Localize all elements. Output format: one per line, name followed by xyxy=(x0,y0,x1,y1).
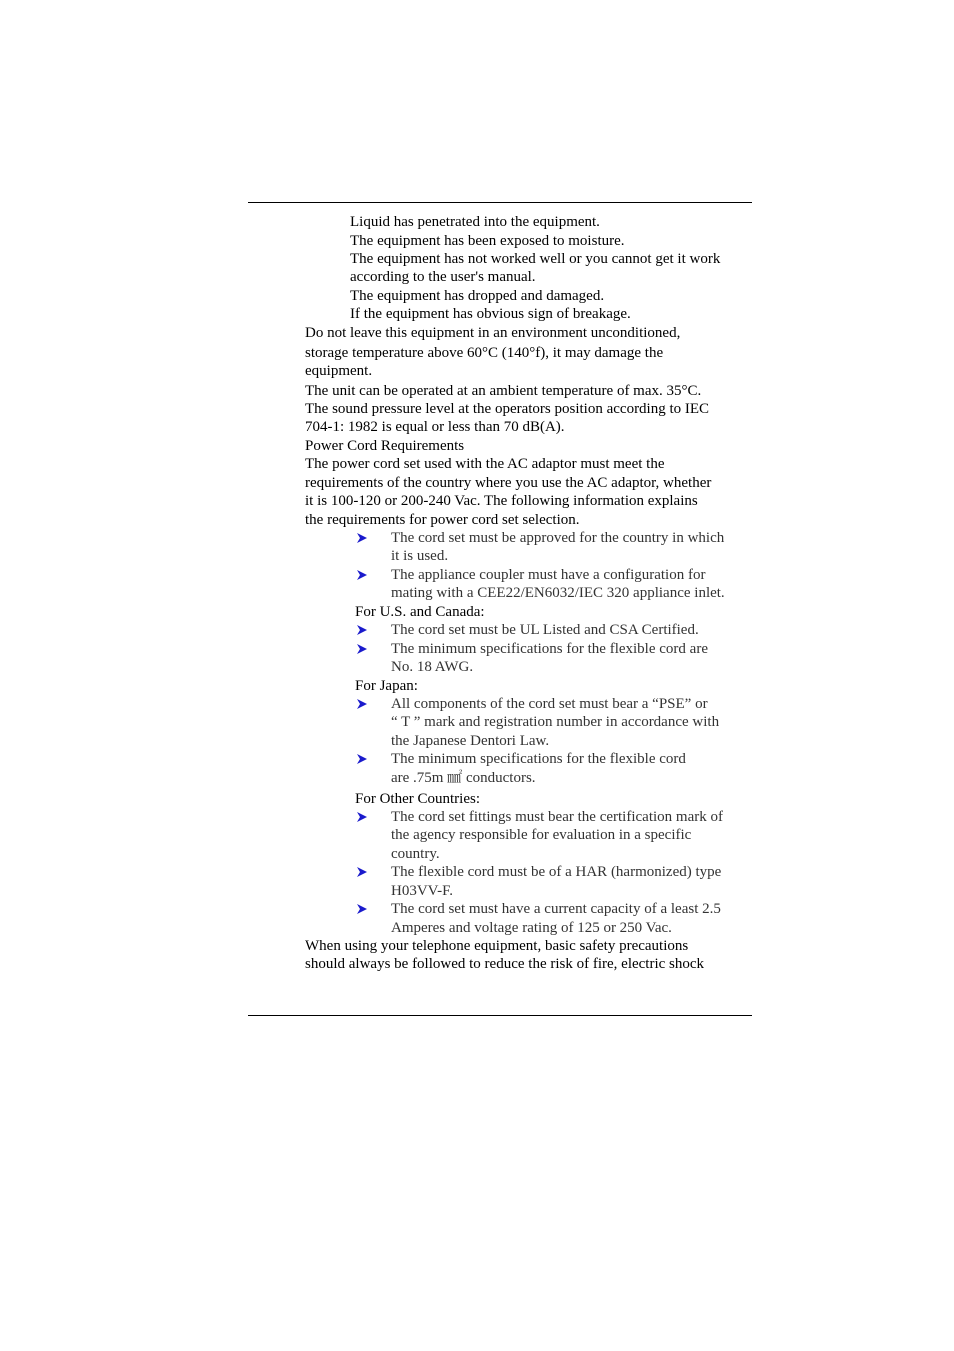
arrow-bullet-icon xyxy=(355,697,369,711)
text-line: it is 100-120 or 200-240 Vac. The following information explains xyxy=(305,493,698,509)
text-line: The unit can be operated at an ambient temperature of max. 35°C. xyxy=(305,383,702,399)
text-line: according to the user's manual. xyxy=(350,269,536,285)
bullet-text: the Japanese Dentori Law. xyxy=(391,733,550,749)
bullet-text: The cord set fittings must bear the certification mark of xyxy=(391,809,723,825)
bullet-text: No. 18 AWG. xyxy=(391,659,474,675)
bullet-text: country. xyxy=(391,846,440,862)
text-line: 704-1: 1982 is equal or less than 70 dB(A). xyxy=(305,419,565,435)
text-line: requirements of the country where you use the AC adaptor, whether xyxy=(305,475,712,491)
arrow-bullet-icon xyxy=(355,531,369,545)
text-line: The equipment has been exposed to moisture. xyxy=(350,233,625,249)
bullet-text: the agency responsible for evaluation in a specific xyxy=(391,827,692,843)
bullet-text: The minimum specifications for the flexible cord xyxy=(391,751,686,767)
bullet-text: mating with a CEE22/EN6032/IEC 320 appliance inlet. xyxy=(391,585,725,601)
text-line: The power cord set used with the AC adaptor must meet the xyxy=(305,456,665,472)
arrow-bullet-icon xyxy=(355,642,369,656)
bullet-text: “ T ” mark and registration number in accordance with xyxy=(391,714,720,730)
text-line: equipment. xyxy=(305,363,373,379)
text-line: the requirements for power cord set selection. xyxy=(305,512,580,528)
arrow-bullet-icon xyxy=(355,865,369,879)
bullet-text: The cord set must be approved for the country in which xyxy=(391,530,725,546)
text-line: Liquid has penetrated into the equipment. xyxy=(350,214,600,230)
arrow-bullet-icon xyxy=(355,568,369,582)
arrow-bullet-icon xyxy=(355,810,369,824)
text-line: Do not leave this equipment in an environment unconditioned, xyxy=(305,325,681,341)
text-line: The equipment has not worked well or you cannot get it work xyxy=(350,251,721,267)
bullet-text: The minimum specifications for the flexible cord are xyxy=(391,641,708,657)
bullet-text: H03VV-F. xyxy=(391,883,454,899)
text-line: The equipment has dropped and damaged. xyxy=(350,288,605,304)
text-line: When using your telephone equipment, basic safety precautions xyxy=(305,938,689,954)
subsection-heading: For Japan: xyxy=(355,678,418,694)
subsection-heading: For Other Countries: xyxy=(355,791,480,807)
subsection-heading: For U.S. and Canada: xyxy=(355,604,485,620)
arrow-bullet-icon xyxy=(355,752,369,766)
bullet-text: All components of the cord set must bear a “PSE” or xyxy=(391,696,708,712)
bullet-text: are .75m ㎟ conductors. xyxy=(391,770,536,786)
text-line: If the equipment has obvious sign of breakage. xyxy=(350,306,631,322)
text-line: storage temperature above 60°C (140°f), it may damage the xyxy=(305,345,664,361)
arrow-bullet-icon xyxy=(355,902,369,916)
section-heading: Power Cord Requirements xyxy=(305,438,465,454)
arrow-bullet-icon xyxy=(355,623,369,637)
bullet-text: The cord set must have a current capacity of a least 2.5 xyxy=(391,901,721,917)
bullet-text: it is used. xyxy=(391,548,449,564)
text-line: The sound pressure level at the operators position according to IEC xyxy=(305,401,710,417)
header-rule xyxy=(248,202,752,203)
bullet-text: The cord set must be UL Listed and CSA Certified. xyxy=(391,622,699,638)
bullet-text: The appliance coupler must have a configuration for xyxy=(391,567,706,583)
footer-rule xyxy=(248,1015,752,1016)
bullet-text: The flexible cord must be of a HAR (harmonized) type xyxy=(391,864,722,880)
text-line: should always be followed to reduce the risk of fire, electric shock xyxy=(305,956,705,972)
bullet-text: Amperes and voltage rating of 125 or 250 Vac. xyxy=(391,920,672,936)
